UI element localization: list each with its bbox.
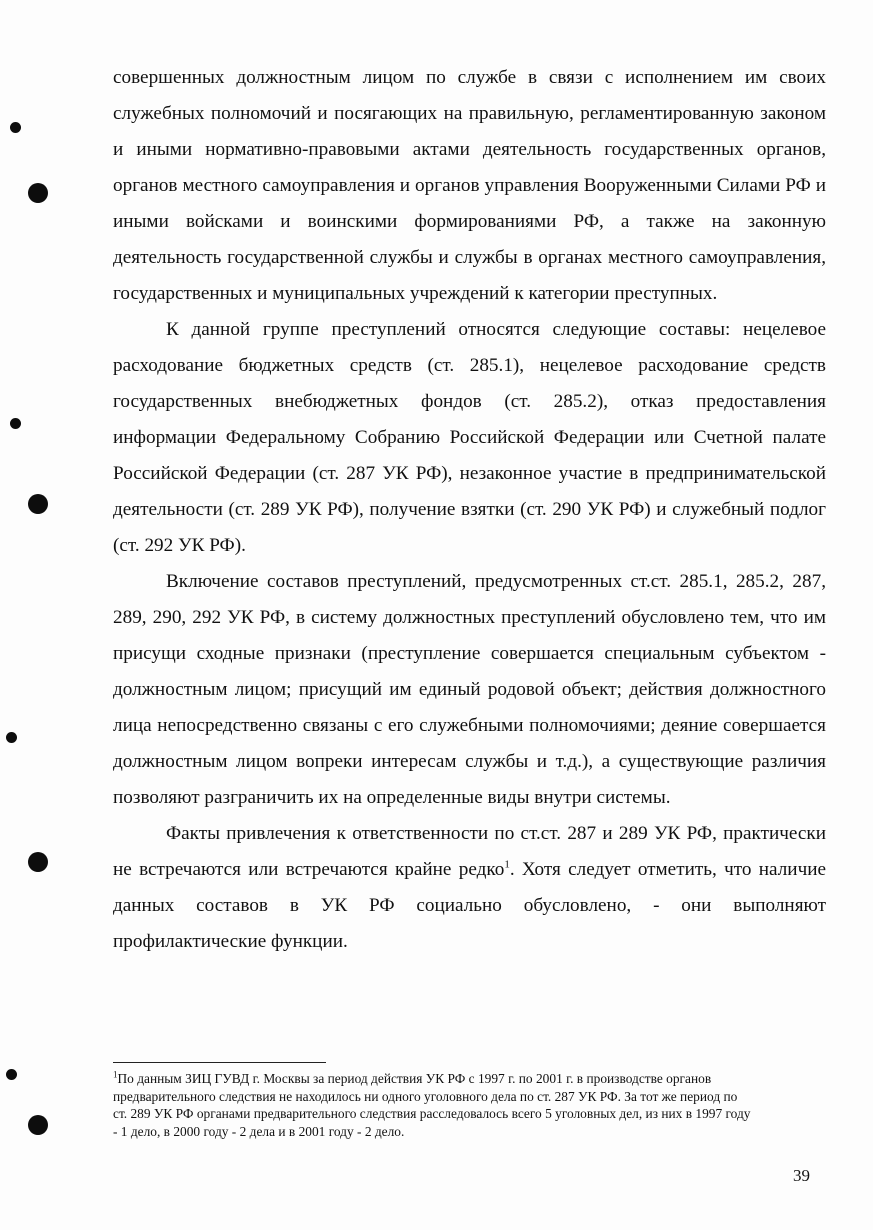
footnote [113, 1070, 753, 1140]
body-text [113, 60, 826, 960]
paragraph-text-start: Факты привлечения к ответственности по ст.ст. 287 и 289 УК РФ, практически не встречаются или встречаются крайне редко [113, 823, 826, 880]
paragraph-text-end: . Хотя следует отметить, что наличие данных составов в УК РФ социально обусловлено, - они выполняют профилактические функции. [113, 859, 826, 952]
binder-hole [28, 494, 48, 514]
paragraph-continuation: совершенных должностным лицом по службе в связи с исполнением им своих служебных полномочий и посягающих на правильную, регламентированную законом и иными нормативно-правовыми актами деятельность государственных органов, органов местного самоуправления и органов управления Вооруженными Силами РФ и иными войсками и воинскими формированиями РФ, а также на законную деятельность государственной службы и службы в органах местного самоуправления, государственных и муниципальных учреждений к категории преступных. [113, 67, 826, 304]
binder-hole-mark [10, 418, 21, 429]
binder-hole-mark [6, 732, 17, 743]
footnote-text: По данным ЗИЦ ГУВД г. Москвы за период действия УК РФ с 1997 г. по 2001 г. в производстве органов предварительного следствия не находилось ни одного уголовного дела по ст. 287 УК РФ. За тот же период по ст. 289 УК РФ органами предварительного следствия расследовалось всего 5 уголовных дел, из них в 1997 году - 1 дело, в 2000 году - 2 дела и в 2001 году - 2 дело. [113, 1071, 751, 1139]
footnote-marker: 1 [113, 1069, 118, 1080]
page-number: 39 [793, 1166, 810, 1185]
binder-hole [28, 1115, 48, 1135]
binder-hole-mark [10, 122, 21, 133]
paragraph-system-inclusion: Включение составов преступлений, предусмотренных ст.ст. 285.1, 285.2, 287, 289, 290, 292 УК РФ, в систему должностных преступлений обусловлено тем, что им присущи сходные признаки (преступление совершается специальным субъектом - должностным лицом; присущий им единый родовой объект; действия должностного лица непосредственно связаны с его служебными полномочиями; деяние совершается должностным лицом вопреки интересам службы и т.д.), а существующие различия позволяют разграничить их на определенные виды внутри системы. [113, 571, 826, 808]
binder-hole-mark [6, 1069, 17, 1080]
binder-hole [28, 183, 48, 203]
footnote-separator [113, 1062, 326, 1063]
paragraph-offense-list: К данной группе преступлений относятся следующие составы: нецелевое расходование бюджетных средств (ст. 285.1), нецелевое расходование средств государственных внебюджетных фондов (ст. 285.2), отказ предоставления информации Федеральному Собранию Российской Федерации или Счетной палате Российской Федерации (ст. 287 УК РФ), незаконное участие в предпринимательской деятельности (ст. 289 УК РФ), получение взятки (ст. 290 УК РФ) и служебный подлог (ст. 292 УК РФ). [113, 319, 826, 556]
paragraph-prosecution-facts [113, 816, 826, 960]
footnote-reference: 1 [504, 858, 510, 871]
binder-hole [28, 852, 48, 872]
